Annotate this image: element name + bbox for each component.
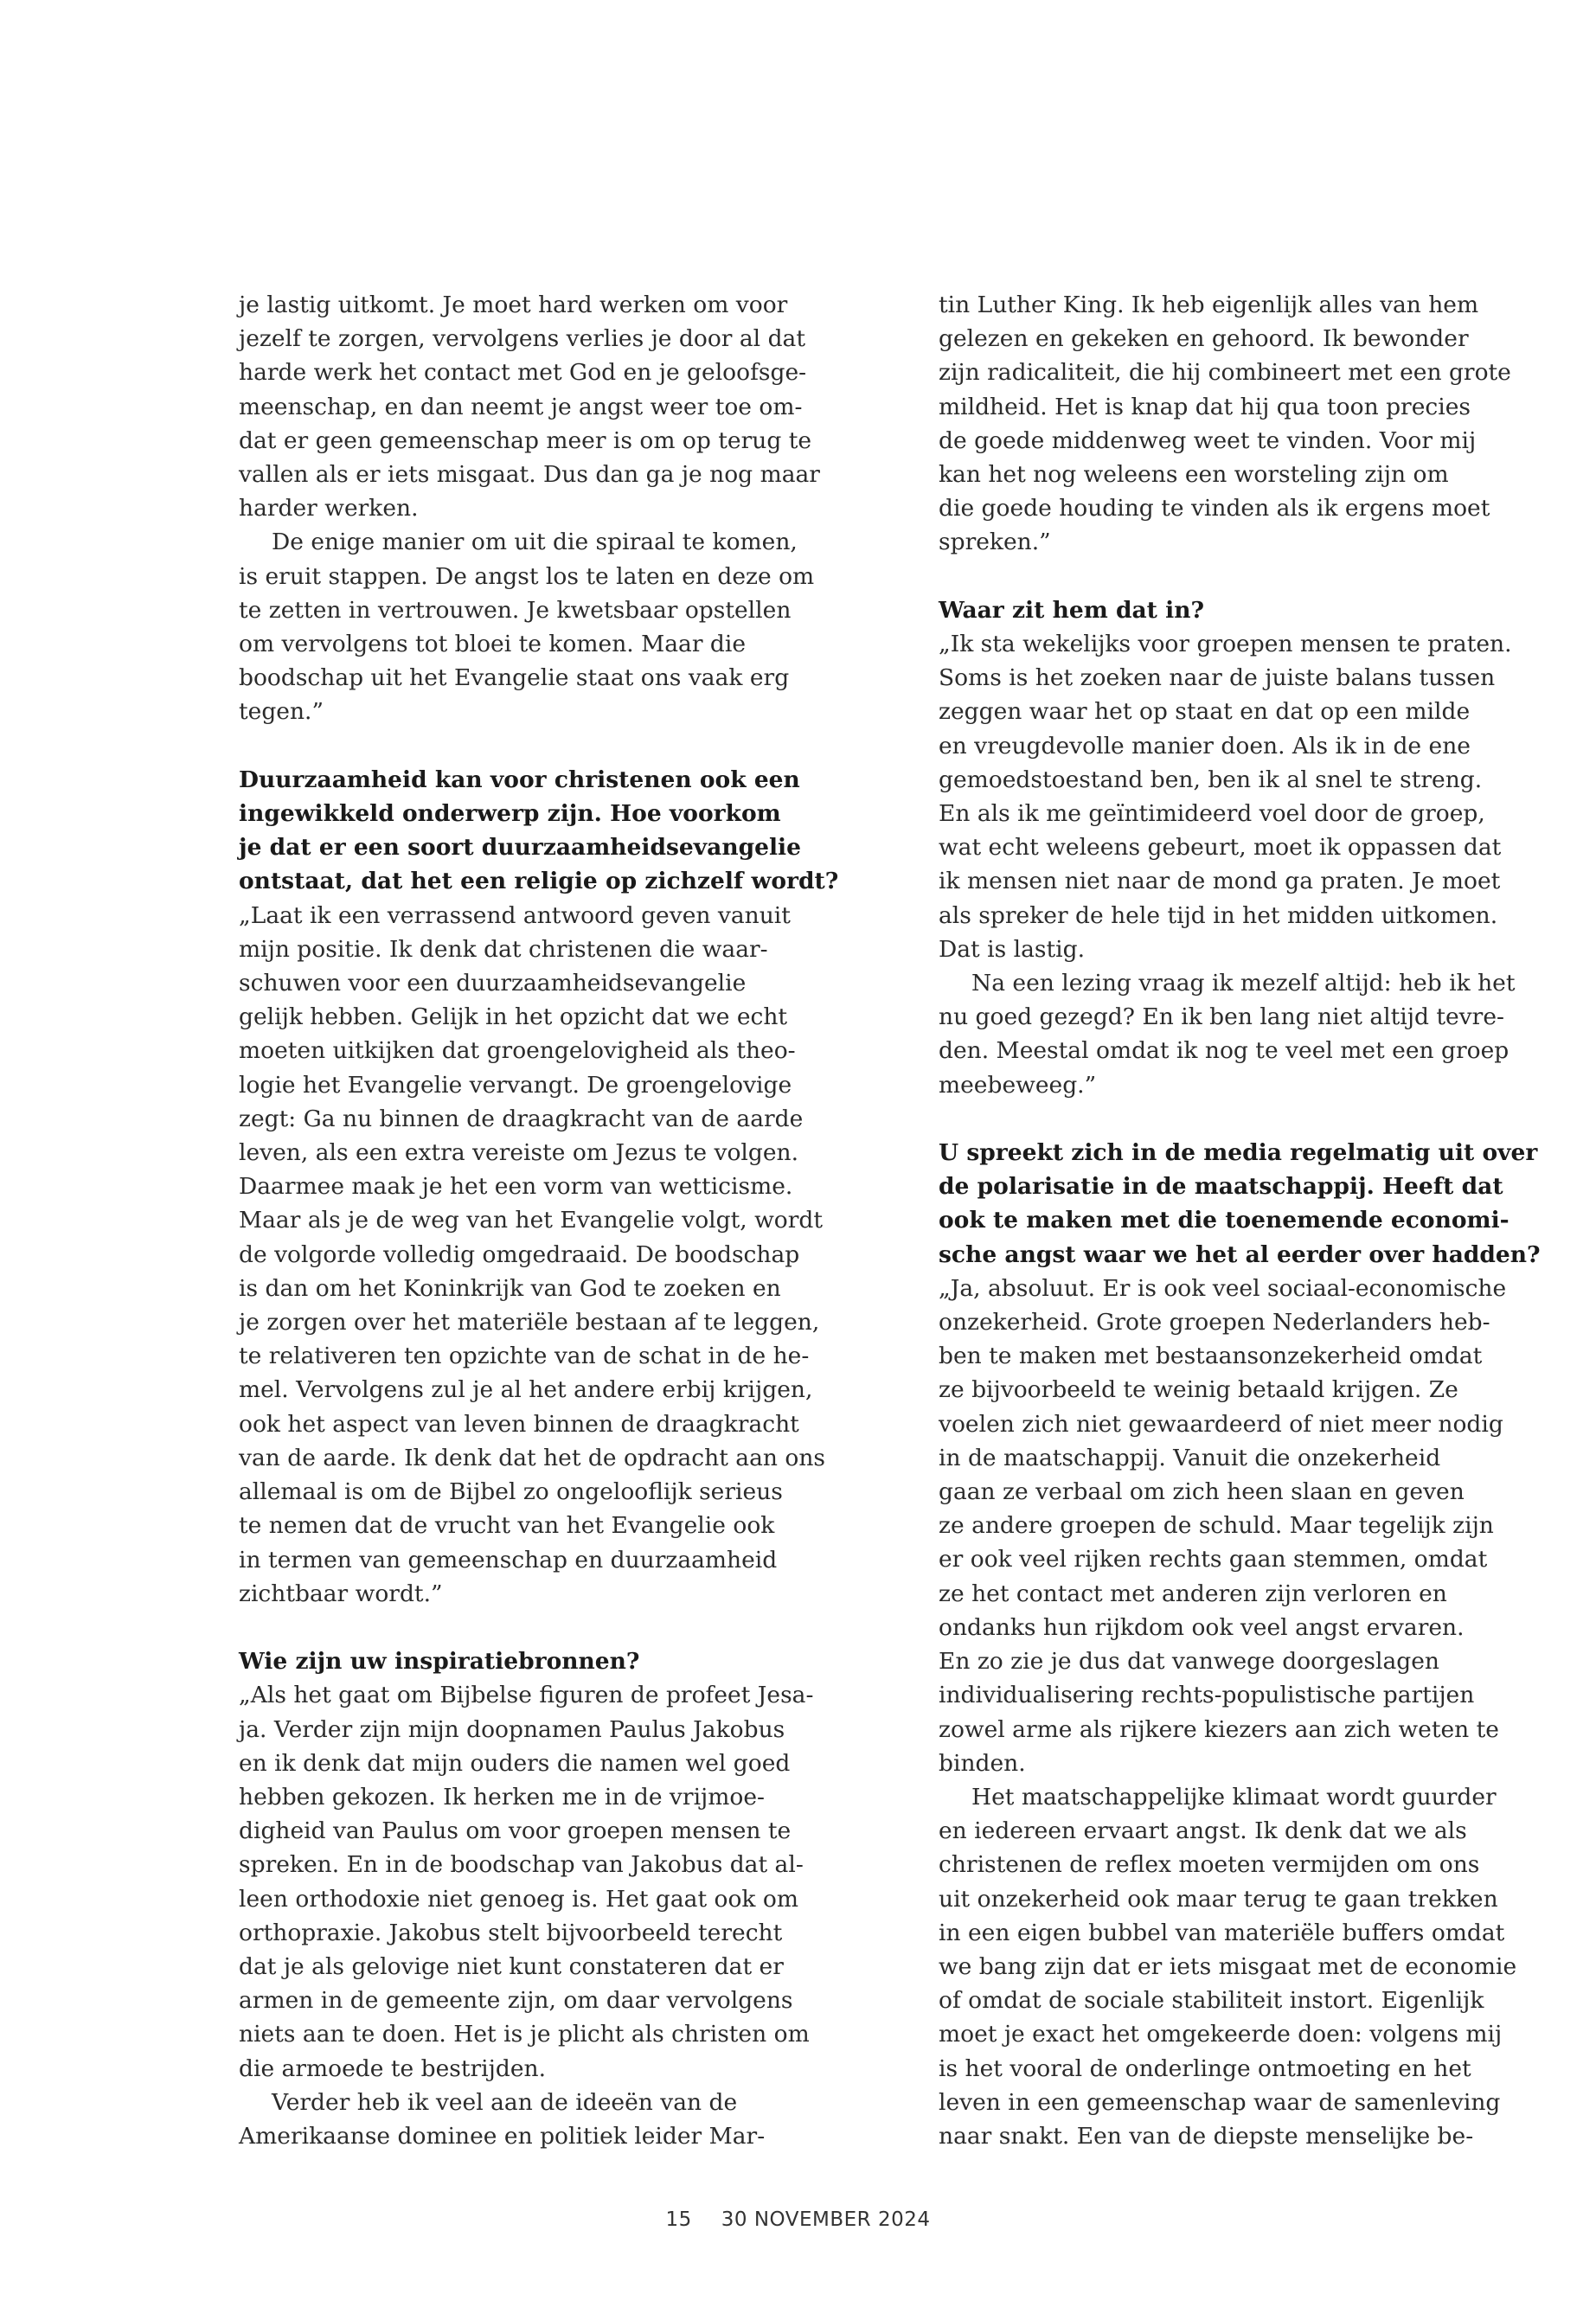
body-text-line: naar snakt. Een van de diepste menselijke be- (939, 2122, 1474, 2150)
body-text-line: moeten uitkijken dat groengelovigheid als theo- (239, 1037, 796, 1065)
left-column (239, 288, 839, 2153)
body-text-line: individualisering rechts-populistische partijen (939, 1682, 1475, 1709)
paragraph-first-line: Na een lezing vraag ik mezelf altijd: heb ik het (971, 970, 1516, 997)
body-text-line: we bang zijn dat er iets misgaat met de economie (939, 1952, 1517, 1980)
issue-date: 30 NOVEMBER 2024 (721, 2208, 931, 2231)
body-text-line: ook het aspect van leven binnen de draagkracht (239, 1410, 799, 1438)
interview-question-line: Duurzaamheid kan voor christenen ook een (239, 766, 800, 793)
body-text-line: en iedereen ervaart angst. Ik denk dat we als (939, 1817, 1467, 1845)
body-text-line: tegen.” (239, 698, 324, 726)
body-text-line: zeggen waar het op staat en dat op een milde (939, 698, 1471, 726)
body-text-line: is eruit stappen. De angst los te laten en deze om (239, 562, 815, 590)
body-text-line: leven in een gemeenschap waar de samenleving (939, 2088, 1501, 2116)
body-text-line: harder werken. (239, 495, 419, 522)
interview-question-line: sche angst waar we het al eerder over hadden? (939, 1240, 1541, 1268)
body-text-line: logie het Evangelie vervangt. De groengelovige (239, 1071, 792, 1099)
body-text-line: digheid van Paulus om voor groepen mensen te (239, 1817, 792, 1845)
body-text-line: jezelf te zorgen, vervolgens verlies je door al dat (239, 325, 805, 353)
body-text-line: is dan om het Koninkrijk van God te zoeken en (239, 1274, 781, 1302)
body-text-line: te relativeren ten opzichte van de schat in de he- (239, 1343, 810, 1370)
right-column (939, 288, 1541, 2153)
body-text-line: in de maatschappij. Vanuit die onzekerheid (939, 1444, 1441, 1471)
body-text-line: allemaal is om de Bijbel zo ongelooflijk serieus (239, 1478, 783, 1506)
body-text-line: hebben gekozen. Ik herken me in de vrijmoe- (239, 1783, 765, 1811)
page-number: 15 (665, 2208, 692, 2231)
body-text-line: gelezen en gekeken en gehoord. Ik bewonder (939, 325, 1469, 353)
body-text-line: er ook veel rijken rechts gaan stemmen, omdat (939, 1546, 1488, 1574)
paragraph-gap (239, 729, 792, 763)
body-text-line: binden. (939, 1749, 1026, 1777)
interview-question-line: je dat er een soort duurzaamheidsevangelie (239, 834, 801, 862)
interview-question-line: U spreekt zich in de media regelmatig uit over (939, 1139, 1538, 1167)
body-text-line: de volgorde volledig omgedraaid. De boodschap (239, 1240, 800, 1268)
body-text-line: Amerikaanse dominee en politiek leider Mar- (239, 2122, 766, 2150)
body-text-line: orthopraxie. Jakobus stelt bijvoorbeeld terecht (239, 1919, 783, 1946)
body-text-line: dat er geen gemeenschap meer is om op terug te (239, 426, 812, 454)
body-text-line: „Ik sta wekelijks voor groepen mensen te praten. (939, 631, 1512, 658)
body-text-line: spreken.” (939, 529, 1051, 556)
interview-question-line: Waar zit hem dat in? (939, 596, 1204, 624)
body-text-line: ja. Verder zijn mijn doopnamen Paulus Jakobus (239, 1715, 785, 1743)
body-text-line: om vervolgens tot bloei te komen. Maar die (239, 631, 747, 658)
body-text-line: te zetten in vertrouwen. Je kwetsbaar opstellen (239, 596, 792, 624)
body-text-line: mijn positie. Ik denk dat christenen die waar- (239, 935, 768, 963)
body-text-line: vallen als er iets misgaat. Dus dan ga je nog maar (239, 461, 820, 489)
body-text-line: gaan ze verbaal om zich heen slaan en geven (939, 1478, 1465, 1506)
body-text-line: onzekerheid. Grote groepen Nederlanders heb- (939, 1309, 1490, 1336)
body-text-line: zichtbaar wordt.” (239, 1580, 443, 1607)
paragraph-first-line: De enige manier om uit die spiraal te komen, (272, 529, 798, 556)
interview-question-line: Wie zijn uw inspiratiebronnen? (239, 1648, 640, 1676)
body-text-line: gelijk hebben. Gelijk in het opzicht dat we echt (239, 1003, 788, 1031)
body-text-line: boodschap uit het Evangelie staat ons vaak erg (239, 664, 790, 692)
body-text-line: En zo zie je dus dat vanwege doorgeslagen (939, 1648, 1439, 1676)
paragraph-gap (939, 560, 1492, 593)
body-text-line: Soms is het zoeken naar de juiste balans tussen (939, 664, 1496, 692)
body-text-line: Dat is lastig. (939, 935, 1086, 963)
body-text-line: van de aarde. Ik denk dat het de opdracht aan ons (239, 1444, 826, 1471)
body-text-line: de goede middenweg weet te vinden. Voor mij (939, 426, 1477, 454)
paragraph-gap (239, 1611, 792, 1644)
body-text-line: den. Meestal omdat ik nog te veel met een groep (939, 1037, 1509, 1065)
body-text-line: mel. Vervolgens zul je al het andere erbij krijgen, (239, 1376, 813, 1404)
body-text-line: kan het nog weleens een worsteling zijn om (939, 461, 1449, 489)
body-text-line: meebeweeg.” (939, 1071, 1097, 1099)
body-text-line: in een eigen bubbel van materiële buffers omdat (939, 1919, 1505, 1946)
body-text-line: ben te maken met bestaansonzekerheid omdat (939, 1343, 1483, 1370)
body-text-line: tin Luther King. Ik heb eigenlijk alles van hem (939, 292, 1479, 318)
body-text-line: of omdat de sociale stabiliteit instort. Eigenlijk (939, 1987, 1484, 2015)
body-text-line: zowel arme als rijkere kiezers aan zich weten te (939, 1715, 1499, 1743)
body-text-line: dat je als gelovige niet kunt constateren dat er (239, 1952, 784, 1980)
body-text-line: „Laat ik een verrassend antwoord geven vanuit (239, 901, 791, 929)
body-text-line: en ik denk dat mijn ouders die namen wel goed (239, 1749, 791, 1777)
body-text-line: is het vooral de onderlinge ontmoeting en het (939, 2054, 1471, 2082)
body-text-line: je lastig uitkomt. Je moet hard werken om voor (239, 292, 788, 318)
body-text-line: voelen zich niet gewaardeerd of niet meer nodig (939, 1410, 1503, 1438)
interview-question-line: ingewikkeld onderwerp zijn. Hoe voorkom (239, 800, 781, 828)
body-text-line: harde werk het contact met God en je geloofsge- (239, 359, 807, 387)
body-text-line: gemoedstoestand ben, ben ik al snel te streng. (939, 766, 1483, 793)
body-text-line: leen orthodoxie niet genoeg is. Het gaat ook om (239, 1885, 798, 1913)
body-text-line: mildheid. Het is knap dat hij qua toon precies (939, 393, 1471, 420)
page-footer (0, 2208, 1596, 2231)
body-text-line: ik mensen niet naar de mond ga praten. Je moet (939, 868, 1501, 895)
body-text-line: meenschap, en dan neemt je angst weer toe om- (239, 393, 803, 420)
body-text-line: Daarmee maak je het een vorm van wetticisme. (239, 1173, 793, 1201)
paragraph-first-line: Verder heb ik veel aan de ideeën van de (272, 2088, 738, 2116)
body-text-line: niets aan te doen. Het is je plicht als christen om (239, 2021, 810, 2048)
body-text-line: En als ik me geïntimideerd voel door de groep, (939, 800, 1485, 828)
body-text-line: ze het contact met anderen zijn verloren en (939, 1580, 1447, 1607)
body-text-line: uit onzekerheid ook maar terug te gaan trekken (939, 1885, 1498, 1913)
body-text-line: armen in de gemeente zijn, om daar vervolgens (239, 1987, 793, 2015)
body-text-line: moet je exact het omgekeerde doen: volgens mij (939, 2021, 1503, 2048)
body-text-line: leven, als een extra vereiste om Jezus te volgen. (239, 1139, 799, 1167)
body-text-line: zijn radicaliteit, die hij combineert met een grote (939, 359, 1511, 387)
body-text-line: je zorgen over het materiële bestaan af te leggen, (239, 1309, 820, 1336)
body-text-line: „Ja, absoluut. Er is ook veel sociaal-economische (939, 1274, 1507, 1302)
body-text-line: „Als het gaat om Bijbelse figuren de profeet Jesa- (239, 1682, 814, 1709)
body-text-line: ze bijvoorbeeld te weinig betaald krijgen. Ze (939, 1376, 1458, 1404)
body-text-line: in termen van gemeenschap en duurzaamheid (239, 1546, 778, 1574)
paragraph-gap (939, 1102, 1492, 1136)
body-text-line: schuwen voor een duurzaamheidsevangelie (239, 970, 747, 997)
body-text-line: ze andere groepen de schuld. Maar tegelijk zijn (939, 1512, 1494, 1540)
interview-question-line: ontstaat, dat het een religie op zichzelf wordt? (239, 868, 839, 895)
body-text-line: zegt: Ga nu binnen de draagkracht van de aarde (239, 1105, 804, 1132)
interview-question-line: ook te maken met die toenemende economi- (939, 1207, 1509, 1234)
interview-question-line: de polarisatie in de maatschappij. Heeft dat (939, 1173, 1503, 1201)
body-text-line: Maar als je de weg van het Evangelie volgt, wordt (239, 1207, 824, 1234)
body-text-line: christenen de reflex moeten vermijden om ons (939, 1851, 1480, 1879)
body-text-line: die goede houding te vinden als ik ergens moet (939, 495, 1490, 522)
body-text-line: en vreugdevolle manier doen. Als ik in de ene (939, 732, 1471, 760)
body-text-line: wat echt weleens gebeurt, moet ik oppassen dat (939, 834, 1502, 862)
body-text-line: die armoede te bestrijden. (239, 2054, 546, 2082)
body-text-line: spreken. En in de boodschap van Jakobus dat al- (239, 1851, 804, 1879)
body-text-line: nu goed gezegd? En ik ben lang niet altijd tevre- (939, 1003, 1504, 1031)
paragraph-first-line: Het maatschappelijke klimaat wordt guurder (971, 1783, 1497, 1811)
body-text-line: als spreker de hele tijd in het midden uitkomen. (939, 901, 1498, 929)
body-text-line: ondanks hun rijkdom ook veel angst ervaren. (939, 1613, 1465, 1641)
body-text-line: te nemen dat de vrucht van het Evangelie ook (239, 1512, 775, 1540)
